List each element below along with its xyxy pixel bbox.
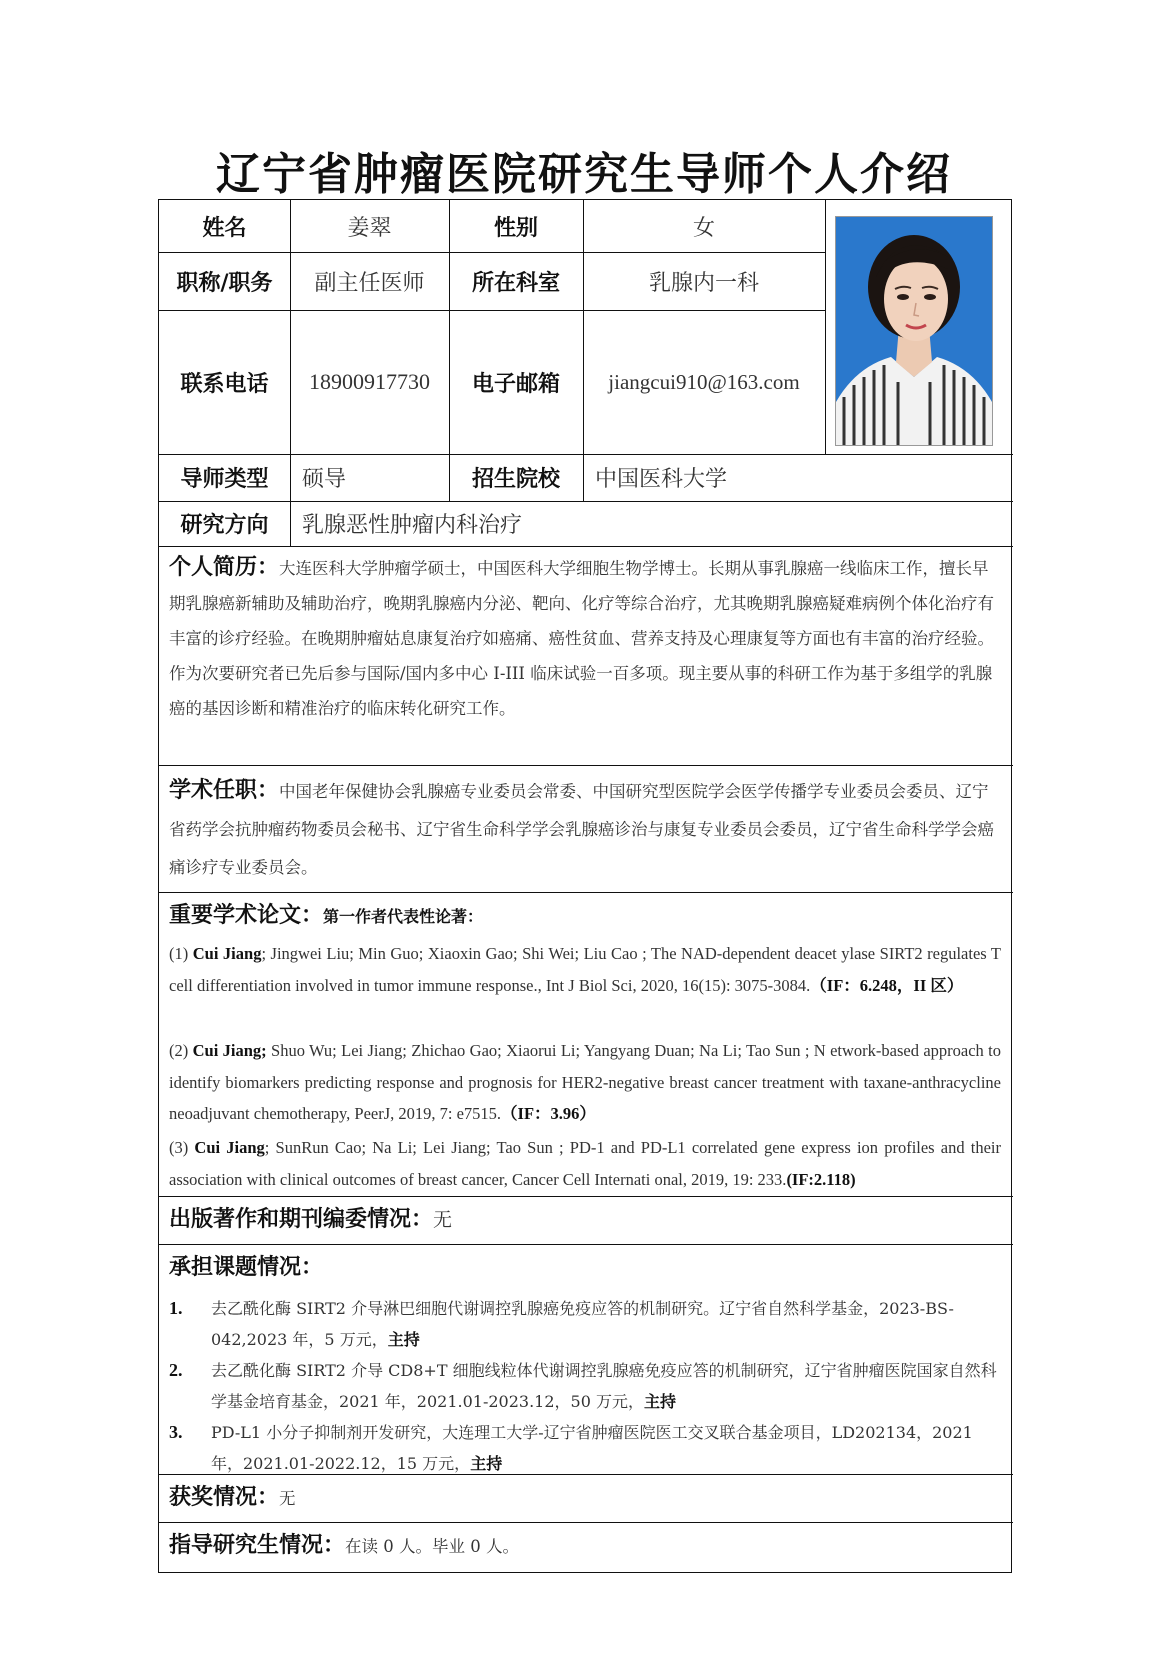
- email-value: jiangcui910@163.com: [608, 369, 800, 394]
- email-label: 电子邮箱: [471, 371, 560, 397]
- gender-value: 女: [692, 215, 715, 241]
- papers-sublabel: 第一作者代表性论著：: [323, 907, 484, 926]
- project-item-2: [169, 1355, 1001, 1417]
- positions-text: 中国老年保健协会乳腺癌专业委员会常委、中国研究型医院学会医学传播学专业委员会委员、辽宁省药学会抗肿瘤药物委员会秘书、辽宁省生命科学学会乳腺癌诊治与康复专业委员会委员，辽宁省生命科学学会癌痛诊疗专业委员会。: [169, 782, 994, 877]
- project-text: 去乙酰化酶 SIRT2 介导淋巴细胞代谢调控乳腺癌免疫应答的机制研究。辽宁省自然科学基金，2023-BS-042,2023 年，5 万元，: [211, 1299, 954, 1349]
- project-number: 1.: [169, 1298, 183, 1318]
- project-item-1: [169, 1293, 1001, 1355]
- phone-label: 联系电话: [180, 371, 269, 397]
- paper-citation: Shuo Wu; Lei Jiang; Zhichao Gao; Xiaorui Li; Yangyang Duan; Na Li; Tao Sun ; N etwork-based approach to identify biomarkers predicting response and prognosis for HER2-negative breast cancer treatment with taxane-anthracycline neoadjuvant chemotherapy, PeerJ, 2019, 7: e7515.: [169, 1041, 1001, 1123]
- publications-text: 无: [433, 1209, 453, 1231]
- project-number: 3.: [169, 1422, 183, 1442]
- paper-impact: (IF:2.118): [786, 1169, 856, 1189]
- paper-item-3: [169, 1132, 1001, 1195]
- resume-text: 大连医科大学肿瘤学硕士，中国医科大学细胞生物学博士。长期从事乳腺癌一线临床工作，擅长早期乳腺癌新辅助及辅助治疗，晚期乳腺癌内分泌、靶向、化疗等综合治疗，尤其晚期乳腺癌疑难病例个体化治疗有丰富的诊疗经验。在晚期肿瘤姑息康复治疗如癌痛、癌性贫血、营养支持及心理康复等方面也有丰富的治疗经验。作为次要研究者已先后参与国际/国内多中心 I-III 临床试验一百多项。现主要从事的科研工作为基于多组学的乳腺癌的基因诊断和精准治疗的临床转化研究工作。: [169, 559, 994, 718]
- gender-label: 性别: [493, 215, 538, 241]
- paper-item-2: [169, 1035, 1001, 1130]
- phone-value: 18900917730: [309, 369, 430, 394]
- dept-label: 所在科室: [471, 270, 560, 296]
- positions-section: [169, 772, 1001, 887]
- paper-number: (2): [169, 1041, 193, 1060]
- awards-text: 无: [279, 1489, 296, 1508]
- paper-impact: （IF：3.96）: [501, 1104, 596, 1123]
- paper-number: (1): [169, 944, 193, 963]
- paper-citation: ; Jingwei Liu; Min Guo; Xiaoxin Gao; Shi Wei; Liu Cao ; The NAD-dependent deacet ylase SIRT2 regulates T cell differentiation involved in tumor immune response., Int J Biol Sci, 2020, 16(15): 3075-3084.: [169, 944, 1001, 995]
- paper-citation: ; SunRun Cao; Na Li; Lei Jiang; Tao Sun ; PD-1 and PD-L1 correlated gene express ion profiles and their association with clinical outcomes of breast cancer, Cancer Cell Internati onal, 2019, 19: 233.: [169, 1138, 1002, 1189]
- name-label: 姓名: [202, 215, 247, 241]
- type-label: 导师类型: [180, 467, 269, 492]
- students-label: 指导研究生情况：: [169, 1533, 346, 1558]
- title-label: 职称/职务: [176, 270, 273, 296]
- positions-label: 学术任职：: [169, 778, 280, 803]
- project-text: PD-L1 小分子抑制剂开发研究，大连理工大学-辽宁省肿瘤医院医工交叉联合基金项目，LD202134，2021 年，2021.01-2022.12，15 万元，: [211, 1423, 973, 1473]
- portrait-photo: [835, 216, 993, 446]
- research-value: 乳腺恶性肿瘤内科治疗: [302, 513, 523, 538]
- project-number: 2.: [169, 1360, 183, 1380]
- paper-author: Cui Jiang: [192, 944, 262, 963]
- dept-value: 乳腺内一科: [648, 270, 759, 296]
- page-title: 辽宁省肿瘤医院研究生导师个人介绍: [216, 149, 952, 200]
- resume-label: 个人简历：: [169, 555, 280, 580]
- research-label: 研究方向: [180, 513, 269, 538]
- publications-section: [169, 1202, 1001, 1238]
- project-role: 主持: [387, 1330, 420, 1349]
- profile-table: [158, 199, 1012, 1573]
- paper-author: Cui Jiang: [194, 1138, 265, 1157]
- school-label: 招生院校: [471, 467, 560, 492]
- papers-label: 重要学术论文：: [169, 903, 324, 928]
- publications-label: 出版著作和期刊编委情况：: [169, 1207, 434, 1232]
- paper-number: (3): [169, 1138, 195, 1157]
- students-text: 在读 0 人。毕业 0 人。: [345, 1537, 519, 1556]
- papers-heading: [169, 898, 1001, 934]
- type-value: 硕导: [302, 467, 347, 492]
- school-value: 中国医科大学: [595, 467, 728, 492]
- paper-impact: （IF：6.248，II 区）: [810, 975, 964, 995]
- awards-label: 获奖情况：: [169, 1485, 280, 1510]
- name-value: 姜翠: [347, 215, 392, 241]
- project-text: 去乙酰化酶 SIRT2 介导 CD8+T 细胞线粒体代谢调控乳腺癌免疫应答的机制研究，辽宁省肿瘤医院国家自然科学基金培育基金，2021 年，2021.01-2023.12，50 万元，: [211, 1361, 997, 1411]
- awards-section: [169, 1480, 1001, 1516]
- project-role: 主持: [644, 1392, 677, 1411]
- projects-label: 承担课题情况：: [169, 1255, 324, 1280]
- title-value: 副主任医师: [314, 270, 425, 296]
- project-role: 主持: [470, 1454, 503, 1473]
- resume-section: [169, 550, 1001, 726]
- projects-heading: [169, 1250, 1001, 1286]
- paper-item-1: [169, 938, 1001, 1001]
- students-section: [169, 1528, 1001, 1564]
- paper-author: Cui Jiang;: [192, 1041, 267, 1060]
- project-item-3: [169, 1417, 1001, 1479]
